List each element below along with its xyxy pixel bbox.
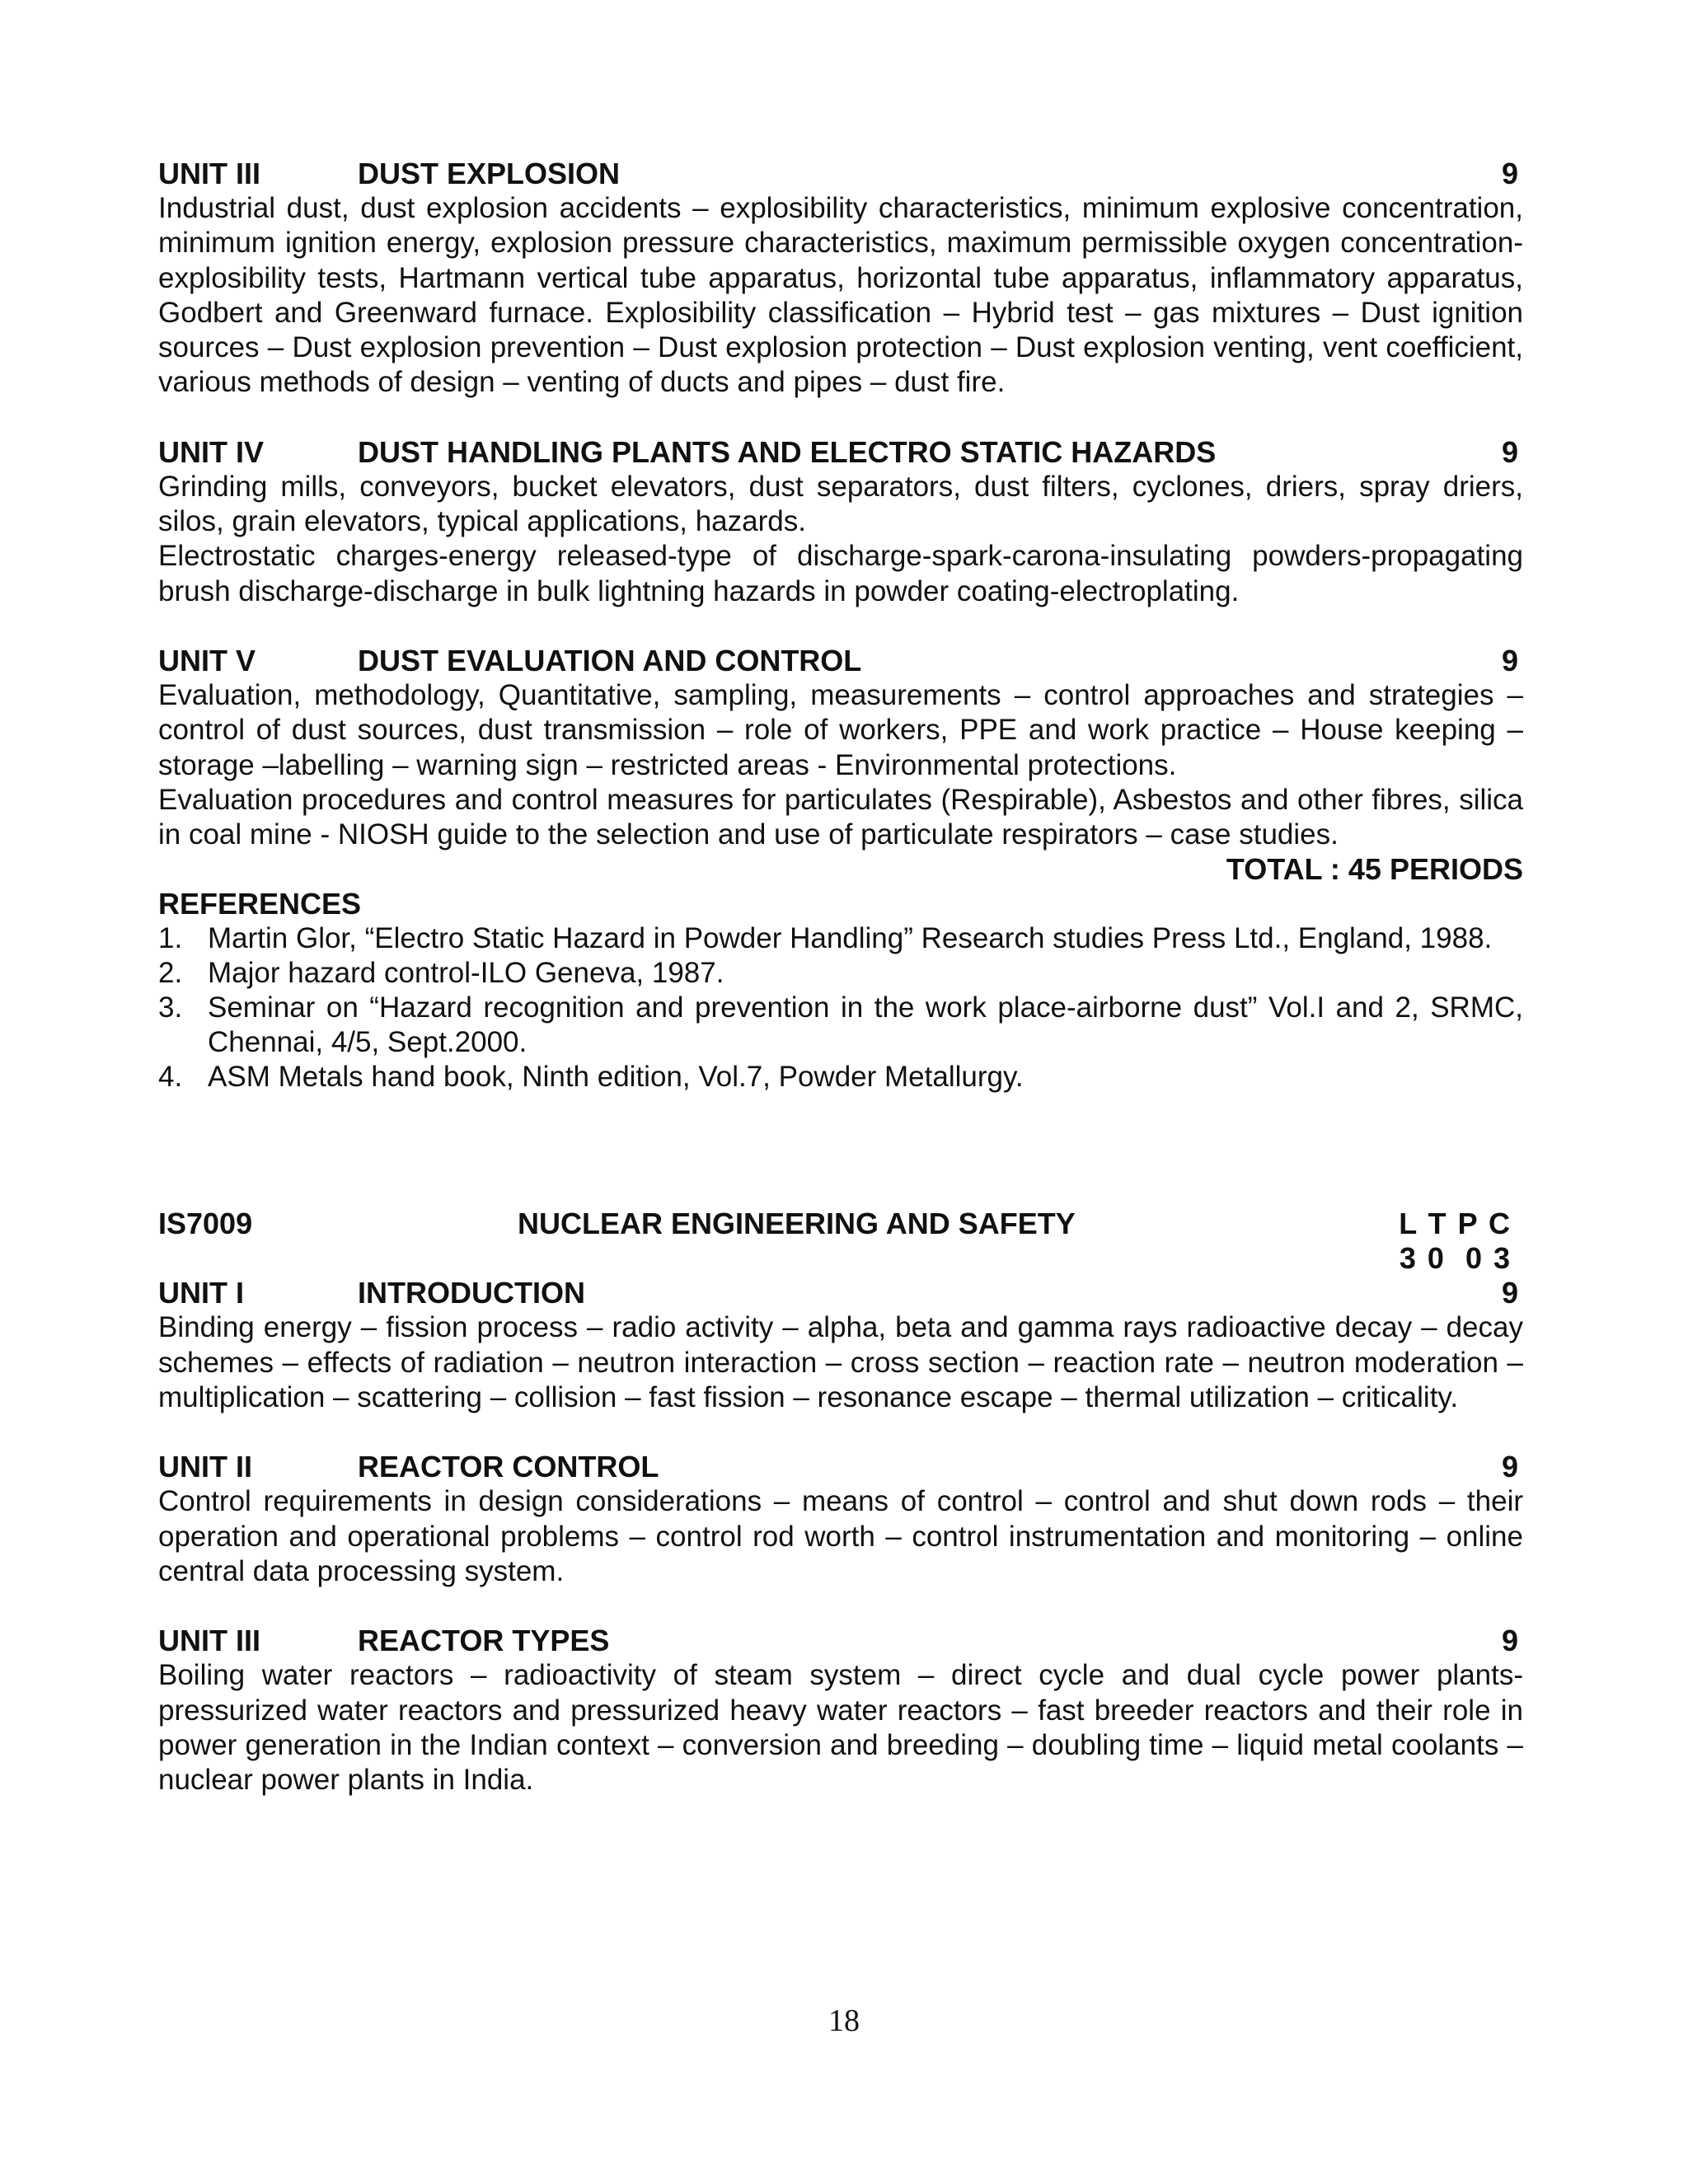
reference-item — [158, 956, 1523, 991]
unit-section — [158, 157, 1523, 401]
unit-heading — [158, 157, 1523, 191]
unit-hours: 9 — [1501, 1624, 1518, 1658]
unit-description: Control requirements in design considerations – means of control – control and shut down rods – their operation and operational problems – control rod worth – control instrumentation and monitoring – online central data processing system. — [158, 1485, 1523, 1587]
unit-label: UNIT II — [158, 1450, 252, 1484]
unit-description: Evaluation, methodology, Quantitative, sampling, measurements – control approaches and strategies – control of dust sources, dust transmission – role of workers, PPE and work practice – House keeping – storage –labelling – warning sign – restricted areas - Environmental protections. — [158, 678, 1523, 781]
total-periods: TOTAL : 45 PERIODS — [1226, 852, 1523, 887]
unit-section — [158, 435, 1523, 609]
unit-heading — [158, 1276, 1523, 1310]
spacer — [158, 1094, 1523, 1207]
unit-title: DUST EVALUATION AND CONTROL — [358, 643, 862, 677]
reference-text: Martin Glor, “Electro Static Hazard in Powder Handling” Research studies Press Ltd., England, 1988. — [208, 922, 1493, 955]
page-content — [158, 157, 1523, 1797]
reference-item — [158, 1060, 1523, 1094]
unit-hours: 9 — [1501, 1276, 1518, 1310]
unit-hours: 9 — [1501, 1450, 1518, 1484]
spacer — [158, 1415, 1523, 1450]
unit-title: INTRODUCTION — [358, 1276, 585, 1310]
unit-description: Boiling water reactors – radioactivity of steam system – direct cycle and dual cycle power plants-pressurized water reactors and pressurized heavy water reactors – fast breeder reactors and their role in power generation in the Indian context – conversion and breeding – doubling time – liquid metal coolants – nuclear power plants in India. — [158, 1659, 1523, 1797]
page-number: 18 — [828, 2004, 860, 2038]
unit-label: UNIT III — [158, 1624, 260, 1658]
unit-title: DUST EXPLOSION — [358, 157, 621, 190]
spacer — [158, 401, 1523, 435]
reference-text: Seminar on “Hazard recognition and prevention in the work place-airborne dust” Vol.I and 2, SRMC, Chennai, 4/5, Sept.2000. — [208, 991, 1523, 1059]
course-code: IS7009 — [158, 1207, 253, 1241]
ltpc-credits: 3 0 0 3 — [1399, 1241, 1512, 1276]
spacer — [158, 609, 1523, 644]
unit-label: UNIT I — [158, 1276, 244, 1310]
unit-heading — [158, 1450, 1523, 1484]
unit-hours: 9 — [1501, 643, 1518, 677]
reference-number: 1. — [158, 922, 183, 955]
unit-heading — [158, 1624, 1523, 1658]
reference-text: ASM Metals hand book, Ninth edition, Vol.7, Powder Metallurgy. — [208, 1061, 1024, 1094]
reference-number: 3. — [158, 991, 183, 1024]
spacer — [158, 1589, 1523, 1624]
course-header — [158, 1207, 1523, 1241]
unit-label: UNIT V — [158, 643, 256, 677]
unit-description: Grinding mills, conveyors, bucket elevators, dust separators, dust filters, cyclones, driers, spray driers, silos, grain elevators, typical applications, hazards. — [158, 470, 1523, 538]
references-heading: REFERENCES — [158, 887, 362, 921]
reference-item — [158, 921, 1523, 956]
unit-title: DUST HANDLING PLANTS AND ELECTRO STATIC HAZARDS — [358, 434, 1217, 469]
unit-hours: 9 — [1501, 157, 1518, 190]
reference-text: Major hazard control-ILO Geneva, 1987. — [208, 957, 724, 990]
unit-label: UNIT IV — [158, 434, 265, 469]
unit-description: Binding energy – fission process – radio activity – alpha, beta and gamma rays radioactive decay – decay schemes – effects of radiation – neutron interaction – cross section – reaction rate – neutron moderation – multiplication – scattering – collision – fast fission – resonance escape – thermal utilization – criticality. — [158, 1311, 1523, 1414]
unit-description: Electrostatic charges-energy released-type of discharge-spark-carona-insulating powders-propagating brush discharge-discharge in bulk lightning hazards in powder coating-electroplating. — [158, 540, 1523, 607]
unit-section — [158, 644, 1523, 852]
unit-description: Evaluation procedures and control measures for particulates (Respirable), Asbestos and other fibres, silica in coal mine - NIOSH guide to the selection and use of particulate respirators – case studies. — [158, 783, 1523, 851]
unit-hours: 9 — [1501, 434, 1518, 469]
unit-heading — [158, 644, 1523, 678]
ltpc-header: L T P C — [1399, 1207, 1512, 1241]
course-title: NUCLEAR ENGINEERING AND SAFETY — [518, 1207, 1076, 1241]
unit-section — [158, 1624, 1523, 1797]
unit-title: REACTOR TYPES — [358, 1624, 610, 1658]
reference-number: 4. — [158, 1061, 183, 1094]
unit-section — [158, 1276, 1523, 1415]
unit-heading — [158, 435, 1523, 470]
unit-label: UNIT III — [158, 157, 260, 190]
reference-item — [158, 991, 1523, 1060]
unit-description: Industrial dust, dust explosion accidents – explosibility characteristics, minimum explosive concentration, minimum ignition energy, explosion pressure characteristics, maximum permissible oxygen concentration- explosibility tests, Hartmann vertical tube apparatus, horizontal tube apparatus, inflammatory apparatus, Godbert and Greenward furnace. Explosibility classification – Hybrid test – gas mixtures – Dust ignition sources – Dust explosion prevention – Dust explosion protection – Dust explosion venting, vent coefficient, various methods of design – venting of ducts and pipes – dust fire. — [158, 192, 1523, 399]
unit-section — [158, 1450, 1523, 1589]
references-list — [158, 921, 1523, 1094]
reference-number: 2. — [158, 957, 183, 990]
unit-title: REACTOR CONTROL — [358, 1450, 659, 1484]
